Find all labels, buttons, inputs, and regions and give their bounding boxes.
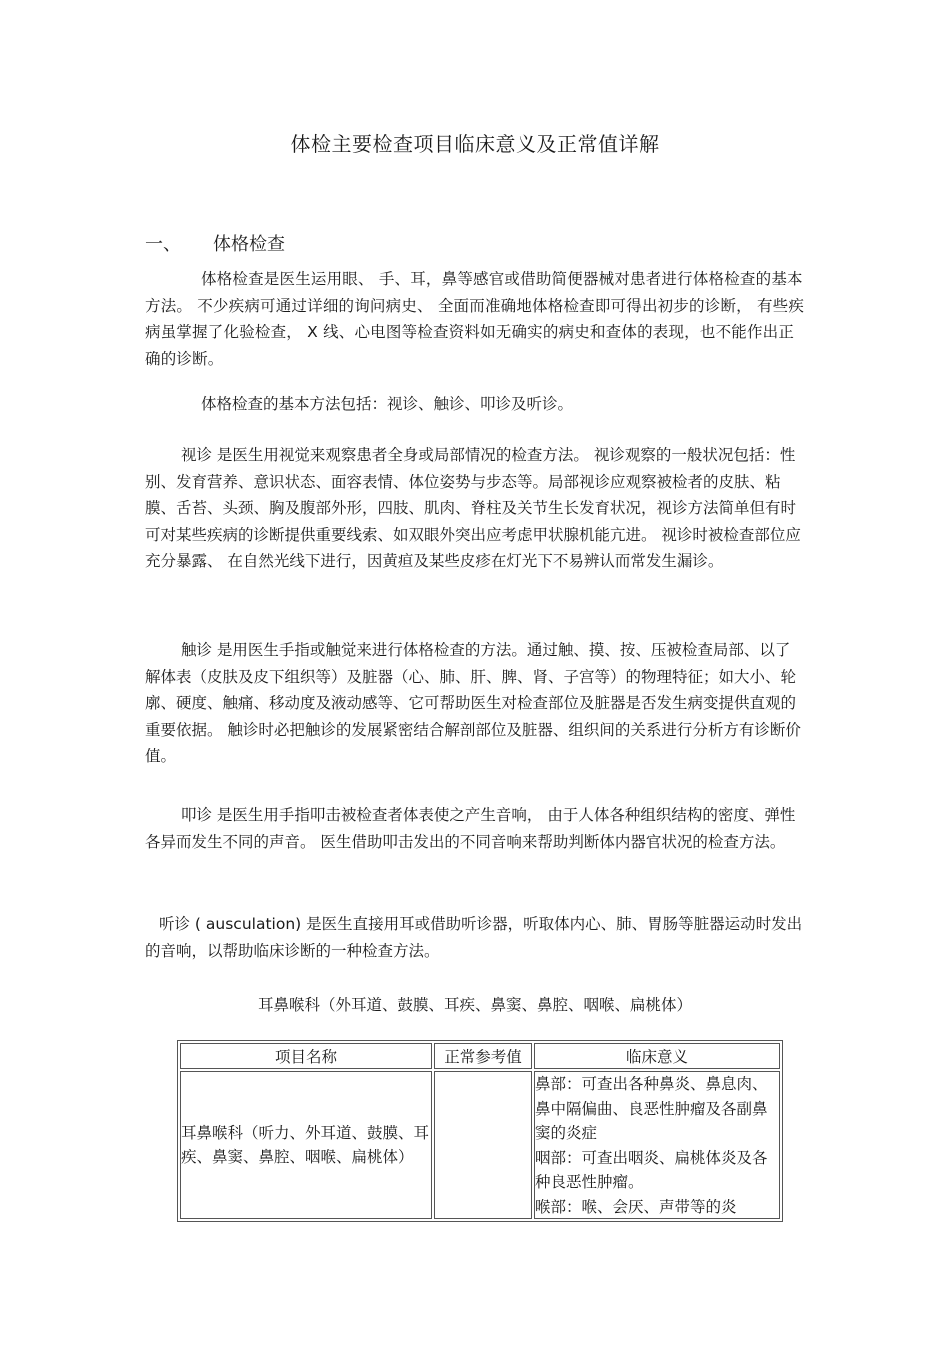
section-title: 体格检查 xyxy=(213,234,285,255)
auscultation-paragraph: 听诊 ( ausculation) 是医生直接用耳或借助听诊器，听取体内心、肺、胃肠等脏器运动时发出的音响，以帮助临床诊断的一种检查方法。 xyxy=(145,915,803,960)
significance-pharynx: 咽部：可查出咽炎、扁桃体炎及各种良恶性肿瘤。 xyxy=(535,1148,768,1191)
row-significance xyxy=(534,1071,780,1219)
palpation-paragraph: 触诊 是用医生手指或触觉来进行体格检查的方法。通过触、摸、按、压被检查局部、以了解体表（皮肤及皮下组织等）及脏器（心、肺、肝、脾、肾、子宫等）的物理特征；如大小、轮廓、硬度、触痛、移动度及液动感等、它可帮助医生对检查部位及脏器是否发生病变提供直观的重要依据。 触诊时必把触诊的发展紧密结合解剖部位及脏器、组织间的关系进行分析方有诊断价值。 xyxy=(145,641,801,765)
table-row xyxy=(180,1071,780,1219)
header-significance: 临床意义 xyxy=(534,1043,780,1069)
section-heading xyxy=(145,230,285,256)
row-reference xyxy=(434,1071,532,1219)
significance-larynx: 喉部：喉、会厌、声带等的炎 xyxy=(535,1197,737,1216)
section-number: 一、 xyxy=(145,234,181,255)
table-caption: 耳鼻喉科（外耳道、鼓膜、耳疾、鼻窦、鼻腔、咽喉、扁桃体） xyxy=(257,996,692,1014)
methods-paragraph: 体格检查的基本方法包括：视诊、触诊、叩诊及听诊。 xyxy=(201,395,574,413)
row-item-name: 耳鼻喉科（听力、外耳道、鼓膜、耳疾、鼻窦、鼻腔、咽喉、扁桃体） xyxy=(180,1071,432,1219)
significance-nose: 鼻部：可查出各种鼻炎、鼻息肉、鼻中隔偏曲、良恶性肿瘤及各副鼻窦的炎症 xyxy=(535,1075,768,1142)
table-header-row xyxy=(180,1043,780,1069)
percussion-paragraph: 叩诊 是医生用手指叩击被检查者体表使之产生音响， 由于人体各种组织结构的密度、弹性各异而发生不同的声音。 医生借助叩击发出的不同音响来帮助判断体内器官状况的检查方法。 xyxy=(145,806,796,851)
exam-table xyxy=(177,1040,783,1222)
inspection-paragraph: 视诊 是医生用视觉来观察患者全身或局部情况的检查方法。 视诊观察的一般状况包括：性别、发育营养、意识状态、面容表情、体位姿势与步态等。局部视诊应观察被检者的皮肤、粘膜、舌苔、头颈、胸及腹部外形，四肢、肌肉、脊柱及关节生长发育状况，视诊方法简单但有时可对某些疾病的诊断提供重要线索、如双眼外突出应考虑甲状腺机能亢进。 视诊时被检查部位应充分暴露、 在自然光线下进行，因黄疸及某些皮疹在灯光下不易辨认而常发生漏诊。 xyxy=(145,446,801,570)
intro-paragraph: 体格检查是医生运用眼、 手、耳，鼻等感官或借助简便器械对患者进行体格检查的基本方法。 不少疾病可通过详细的询问病史、 全面而准确地体格检查即可得出初步的诊断， 有些疾病虽掌握了化验检查， X 线、心电图等检查资料如无确实的病史和查体的表现，也不能作出正确的诊断。 xyxy=(145,270,805,368)
header-item-name: 项目名称 xyxy=(180,1043,432,1069)
document-title: 体检主要检查项目临床意义及正常值详解 xyxy=(290,132,660,156)
header-reference: 正常参考值 xyxy=(434,1043,532,1069)
